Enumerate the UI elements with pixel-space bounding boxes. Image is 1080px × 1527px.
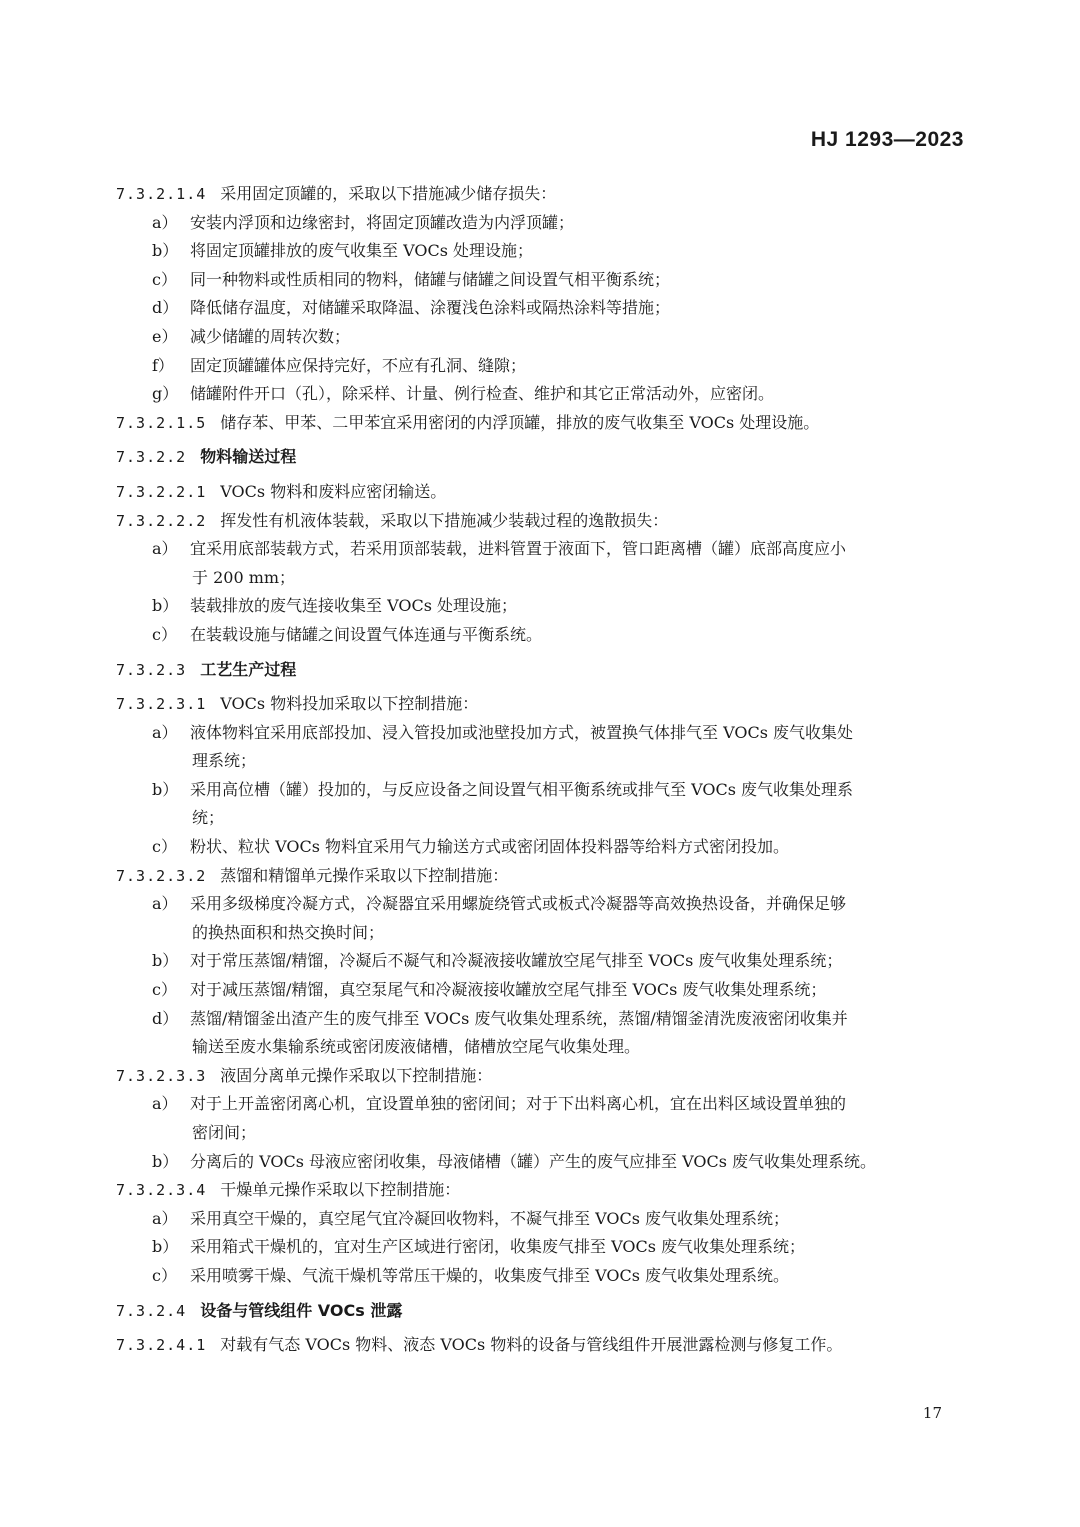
clause-number: 7.3.2.3.3	[116, 1066, 207, 1085]
list-item-text: 分离后的 VOCs 母液应密闭收集，母液储槽（罐）产生的废气应排至 VOCs 废气收集处理系统。	[190, 1151, 877, 1171]
list-marker: g）	[152, 384, 179, 404]
list-item-continuation: 理系统；	[192, 751, 257, 771]
list-marker: c）	[152, 980, 177, 1000]
list-item	[116, 719, 968, 748]
list-item	[116, 380, 968, 409]
list-item	[116, 621, 968, 650]
list-item-text: 装载排放的废气连接收集至 VOCs 处理设施；	[190, 596, 518, 616]
list-marker: b）	[152, 1151, 179, 1171]
list-item-text: 减少储罐的周转次数；	[190, 326, 351, 346]
clause-number: 7.3.2.4	[116, 1301, 187, 1320]
list-item	[116, 1205, 968, 1234]
clause-text: VOCs 物料和废料应密闭输送。	[220, 481, 447, 501]
list-marker: c）	[152, 624, 177, 644]
list-marker: d）	[152, 298, 179, 318]
list-marker: c）	[152, 269, 177, 289]
list-item-text: 粉状、粒状 VOCs 物料宜采用气力输送方式或密闭固体投料器等给料方式密闭投加。	[190, 837, 790, 857]
clause-text: 液固分离单元操作采取以下控制措施：	[220, 1065, 493, 1085]
list-item-text: 对于常压蒸馏/精馏，冷凝后不凝气和冷凝液接收罐放空尾气排至 VOCs 废气收集处理系统；	[190, 951, 843, 971]
list-item-text: 蒸馏/精馏釜出渣产生的废气排至 VOCs 废气收集处理系统，蒸馏/精馏釜清洗废液密闭收集并	[190, 1008, 848, 1028]
list-item-text: 采用真空干燥的，真空尾气宜冷凝回收物料，不凝气排至 VOCs 废气收集处理系统；	[190, 1208, 790, 1228]
list-marker: a）	[152, 539, 178, 559]
list-marker: b）	[152, 596, 179, 616]
clause-number: 7.3.2.1.4	[116, 185, 207, 203]
clause-number: 7.3.2.3.2	[116, 866, 207, 885]
list-item-continuation: 统；	[192, 808, 225, 828]
list-item-text: 采用高位槽（罐）投加的，与反应设备之间设置气相平衡系统或排气至 VOCs 废气收集处理系	[190, 779, 854, 799]
clause-text: VOCs 物料投加采取以下控制措施：	[220, 694, 479, 714]
clause-text: 储存苯、甲苯、二甲苯宜采用密闭的内浮顶罐，排放的废气收集至 VOCs 处理设施。	[220, 412, 820, 432]
clause-text: 设备与管线组件 VOCs 泄露	[200, 1300, 403, 1320]
standard-code: HJ 1293—2023	[810, 128, 964, 151]
list-item-text: 同一种物料或性质相同的物料，储罐与储罐之间设置气相平衡系统；	[190, 269, 671, 289]
clause-paragraph	[116, 409, 968, 438]
list-item	[116, 1005, 968, 1034]
clause-text: 挥发性有机液体装载，采取以下措施减少装载过程的逸散损失：	[220, 510, 669, 530]
clause-paragraph	[116, 478, 968, 507]
clause-paragraph	[116, 1062, 968, 1091]
clause-text: 采用固定顶罐的，采取以下措施减少储存损失：	[220, 184, 557, 203]
list-item	[116, 776, 968, 805]
list-item-text: 降低储存温度，对储罐采取降温、涂覆浅色涂料或隔热涂料等措施；	[190, 298, 671, 318]
clause-paragraph	[116, 690, 968, 719]
list-marker: a）	[152, 894, 178, 914]
list-item-continuation: 的换热面积和热交换时间；	[192, 922, 385, 942]
list-item-text: 液体物料宜采用底部投加、浸入管投加或池壁投加方式，被置换气体排气至 VOCs 废气收集处	[190, 722, 854, 742]
clause-paragraph	[116, 180, 968, 209]
list-item	[116, 1090, 968, 1119]
clause-number: 7.3.2.3	[116, 660, 187, 679]
list-marker: b）	[152, 1237, 179, 1257]
section-heading	[116, 1297, 968, 1326]
list-marker: b）	[152, 241, 179, 261]
list-marker: a）	[152, 212, 178, 232]
list-item	[116, 1148, 968, 1177]
clause-text: 对载有气态 VOCs 物料、液态 VOCs 物料的设备与管线组件开展泄露检测与修复工作。	[220, 1335, 843, 1355]
clause-text: 工艺生产过程	[200, 659, 297, 679]
list-item	[116, 237, 968, 266]
list-item	[116, 535, 968, 564]
list-marker: a）	[152, 1094, 178, 1114]
clause-number: 7.3.2.1.5	[116, 413, 207, 432]
list-item-continuation: 于 200 mm；	[192, 567, 296, 587]
clause-text: 干燥单元操作采取以下控制措施：	[220, 1180, 461, 1200]
clause-paragraph	[116, 1331, 968, 1360]
clause-number: 7.3.2.3.4	[116, 1181, 207, 1200]
list-item	[116, 352, 968, 381]
clause-number: 7.3.2.2.2	[116, 511, 207, 530]
list-item-text: 宜采用底部装载方式，若采用顶部装载，进料管置于液面下，管口距离槽（罐）底部高度应小	[190, 539, 847, 559]
list-item	[116, 976, 968, 1005]
list-item	[116, 592, 968, 621]
list-item-text: 安装内浮顶和边缘密封，将固定顶罐改造为内浮顶罐；	[190, 212, 575, 232]
clause-paragraph	[116, 507, 968, 536]
list-marker: a）	[152, 722, 178, 742]
list-marker: c）	[152, 837, 177, 857]
list-marker: e）	[152, 326, 178, 346]
list-item-text: 对于上开盖密闭离心机，宜设置单独的密闭间；对于下出料离心机，宜在出料区域设置单独的	[190, 1094, 847, 1114]
list-item-continuation: 密闭间；	[192, 1123, 257, 1142]
list-item-text: 固定顶罐罐体应保持完好，不应有孔洞、缝隙；	[190, 355, 527, 375]
list-marker: b）	[152, 951, 179, 971]
list-marker: c）	[152, 1265, 177, 1285]
clause-paragraph	[116, 862, 968, 891]
list-marker: f）	[152, 355, 174, 375]
list-item	[116, 890, 968, 919]
list-item	[116, 209, 968, 238]
clause-text: 物料输送过程	[200, 447, 297, 467]
list-item	[116, 833, 968, 862]
clause-number: 7.3.2.2	[116, 448, 187, 467]
document-body	[116, 180, 968, 1360]
section-heading	[116, 656, 968, 685]
list-item-text: 采用箱式干燥机的，宜对生产区域进行密闭，收集废气排至 VOCs 废气收集处理系统；	[190, 1237, 806, 1257]
list-item	[116, 947, 968, 976]
list-item-text: 将固定顶罐排放的废气收集至 VOCs 处理设施；	[190, 241, 534, 261]
list-marker: a）	[152, 1208, 178, 1228]
section-heading	[116, 443, 968, 472]
list-marker: b）	[152, 779, 179, 799]
clause-text: 蒸馏和精馏单元操作采取以下控制措施：	[220, 865, 509, 885]
list-item	[116, 323, 968, 352]
clause-paragraph	[116, 1176, 968, 1205]
list-item-text: 采用喷雾干燥、气流干燥机等常压干燥的，收集废气排至 VOCs 废气收集处理系统。	[190, 1265, 790, 1285]
list-item-text: 对于减压蒸馏/精馏，真空泵尾气和冷凝液接收罐放空尾气排至 VOCs 废气收集处理系统；	[190, 980, 827, 1000]
page-number: 17	[922, 1404, 942, 1422]
list-marker: d）	[152, 1008, 179, 1028]
clause-number: 7.3.2.2.1	[116, 482, 207, 501]
list-item-text: 采用多级梯度冷凝方式，冷凝器宜采用螺旋绕管式或板式冷凝器等高效换热设备，并确保足够	[190, 894, 847, 914]
list-item-text: 储罐附件开口（孔），除采样、计量、例行检查、维护和其它正常活动外，应密闭。	[190, 384, 775, 404]
clause-number: 7.3.2.4.1	[116, 1336, 207, 1355]
clause-number: 7.3.2.3.1	[116, 695, 207, 714]
list-item	[116, 1233, 968, 1262]
list-item	[116, 294, 968, 323]
list-item-text: 在装载设施与储罐之间设置气体连通与平衡系统。	[190, 624, 543, 644]
list-item	[116, 266, 968, 295]
list-item-continuation: 输送至废水集输系统或密闭废液储槽，储槽放空尾气收集处理。	[192, 1037, 641, 1057]
list-item	[116, 1262, 968, 1291]
